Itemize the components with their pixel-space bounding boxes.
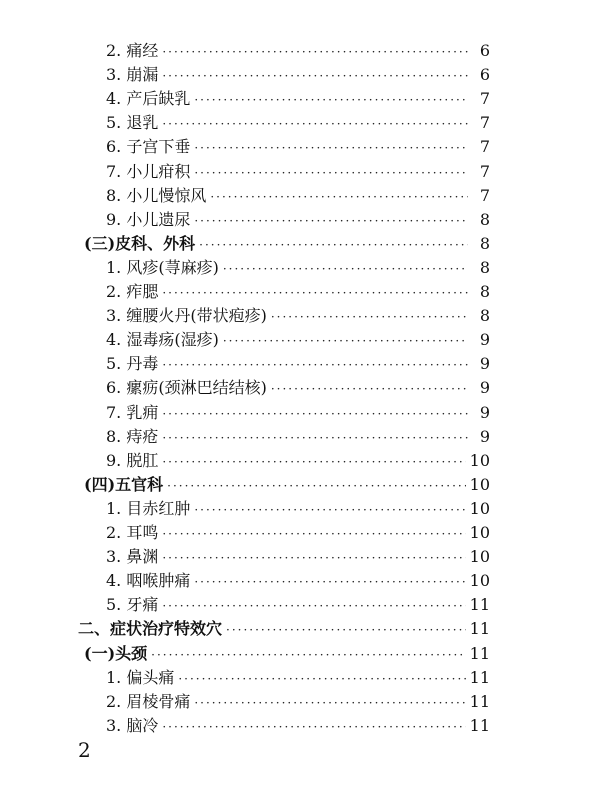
toc-entry-label: 3. 脑冷 bbox=[106, 715, 159, 735]
dot-leader bbox=[162, 547, 465, 569]
toc-entry-label: (一)头颈 bbox=[84, 643, 148, 663]
toc-entry-page: 9 bbox=[479, 426, 490, 446]
dot-leader bbox=[162, 113, 468, 135]
toc-entry-label: 2. 眉棱骨痛 bbox=[106, 691, 191, 711]
toc-entry bbox=[106, 691, 490, 713]
dot-leader bbox=[162, 451, 465, 473]
toc-entry bbox=[106, 329, 490, 351]
toc-entry bbox=[106, 136, 490, 158]
toc-entry-label: 4. 湿毒疡(湿疹) bbox=[106, 330, 219, 350]
toc-entry-label: 4. 产后缺乳 bbox=[106, 89, 191, 109]
toc-entry-page: 8 bbox=[479, 233, 490, 253]
toc-entry-page: 7 bbox=[479, 89, 490, 109]
toc-entry-page: 8 bbox=[479, 209, 490, 229]
toc-entry-page: 8 bbox=[479, 306, 490, 326]
toc-entry-label: 6. 子宫下垂 bbox=[106, 137, 191, 157]
toc-entry-label: 1. 目赤红肿 bbox=[106, 498, 191, 518]
toc-entry-page: 11 bbox=[469, 715, 490, 735]
dot-leader bbox=[162, 716, 465, 738]
toc-entry-page: 7 bbox=[479, 137, 490, 157]
toc-entry-label: 2. 耳鸣 bbox=[106, 523, 159, 542]
dot-leader bbox=[194, 571, 465, 593]
dot-leader bbox=[223, 330, 468, 352]
toc-entry-label: 9. 小儿遗尿 bbox=[106, 209, 191, 229]
page-number: 2 bbox=[78, 738, 91, 762]
dot-leader bbox=[151, 644, 465, 666]
toc-entry bbox=[106, 40, 490, 62]
toc-entry bbox=[106, 281, 490, 303]
toc-entry bbox=[106, 594, 490, 616]
toc-entry bbox=[106, 402, 490, 424]
toc-entry-page: 11 bbox=[469, 595, 490, 615]
toc-entry-label: 1. 风疹(荨麻疹) bbox=[106, 257, 219, 277]
toc-entry bbox=[106, 570, 490, 592]
toc-subsection-heading bbox=[84, 643, 490, 665]
dot-leader bbox=[194, 162, 468, 184]
toc-entry-label: 8. 小儿慢惊风 bbox=[106, 185, 207, 205]
toc-entry bbox=[106, 64, 490, 86]
toc-entry-label: 6. 瘰疬(颈淋巴结结核) bbox=[106, 378, 267, 398]
toc-entry-page: 10 bbox=[469, 523, 490, 542]
dot-leader bbox=[194, 499, 465, 521]
toc-subsection-heading bbox=[84, 233, 490, 255]
toc-entry bbox=[106, 426, 490, 448]
toc-entry bbox=[106, 161, 490, 183]
toc-entry-page: 10 bbox=[469, 474, 490, 494]
toc-entry-page: 11 bbox=[469, 691, 490, 711]
toc-entry bbox=[106, 498, 490, 520]
toc-entry bbox=[106, 450, 490, 472]
toc-entry-page: 9 bbox=[479, 354, 490, 374]
toc-entry bbox=[106, 112, 490, 134]
toc-entry-page: 11 bbox=[469, 643, 490, 663]
dot-leader bbox=[194, 89, 468, 111]
toc-entry-label: 3. 崩漏 bbox=[106, 65, 159, 85]
toc-entry-label: 4. 咽喉肿痛 bbox=[106, 571, 191, 591]
toc-entry-label: 1. 偏头痛 bbox=[106, 667, 175, 687]
toc-entry-page: 8 bbox=[479, 257, 490, 277]
toc-entry-label: 5. 牙痛 bbox=[106, 595, 159, 615]
toc-entry-page: 7 bbox=[479, 161, 490, 181]
toc-entry-label: 7. 乳痈 bbox=[106, 402, 159, 422]
toc-entry-label: (三)皮科、外科 bbox=[84, 233, 196, 253]
toc-entry-page: 9 bbox=[479, 378, 490, 398]
toc-entry bbox=[106, 377, 490, 399]
dot-leader bbox=[162, 427, 468, 449]
toc-entry-label: 3. 鼻渊 bbox=[106, 547, 159, 567]
toc-entry-page: 10 bbox=[469, 547, 490, 567]
toc-entry-label: 7. 小儿疳积 bbox=[106, 161, 191, 181]
toc-entry-label: 2. 痄腮 bbox=[106, 282, 159, 301]
toc-entry-label: 8. 痔疮 bbox=[106, 426, 159, 446]
dot-leader bbox=[178, 668, 465, 690]
toc-entry bbox=[106, 305, 490, 327]
toc-entry-page: 9 bbox=[479, 330, 490, 350]
dot-leader bbox=[167, 475, 465, 497]
toc-entry-label: (四)五官科 bbox=[84, 474, 164, 494]
dot-leader bbox=[162, 403, 468, 425]
dot-leader bbox=[226, 619, 466, 641]
toc-entry-page: 10 bbox=[469, 571, 490, 591]
toc-entry-page: 9 bbox=[479, 402, 490, 422]
toc-entry-label: 9. 脱肛 bbox=[106, 450, 159, 470]
toc-entry bbox=[106, 353, 490, 375]
dot-leader bbox=[194, 137, 468, 159]
toc-entry-page: 7 bbox=[479, 185, 490, 205]
dot-leader bbox=[162, 65, 468, 87]
toc-entry-label: 5. 退乳 bbox=[106, 113, 159, 133]
toc-entry-page: 11 bbox=[469, 619, 490, 639]
toc-entry-page: 10 bbox=[469, 498, 490, 518]
toc-entry-page: 7 bbox=[479, 113, 490, 133]
dot-leader bbox=[271, 378, 468, 400]
toc-entry bbox=[106, 209, 490, 231]
toc-entry bbox=[106, 185, 490, 207]
toc-entry-label: 3. 缠腰火丹(带状疱疹) bbox=[106, 306, 267, 326]
toc-entry bbox=[106, 667, 490, 689]
toc-entry bbox=[106, 257, 490, 279]
dot-leader bbox=[210, 186, 468, 208]
dot-leader bbox=[194, 210, 468, 232]
toc-entry bbox=[106, 715, 490, 737]
toc-entry-page: 6 bbox=[479, 65, 490, 85]
toc-entry-label: 5. 丹毒 bbox=[106, 354, 159, 374]
dot-leader bbox=[223, 258, 468, 280]
toc-entry-label: 2. 痛经 bbox=[106, 41, 159, 60]
dot-leader bbox=[162, 282, 468, 304]
toc-entry-page: 10 bbox=[469, 450, 490, 470]
toc-entry-page: 6 bbox=[479, 41, 490, 60]
dot-leader bbox=[199, 234, 468, 256]
toc-entry-page: 8 bbox=[479, 282, 490, 301]
dot-leader bbox=[162, 595, 465, 617]
toc-subsection-heading bbox=[84, 474, 490, 496]
toc-entry bbox=[106, 546, 490, 568]
dot-leader bbox=[162, 354, 468, 376]
dot-leader bbox=[194, 692, 465, 714]
dot-leader bbox=[271, 306, 468, 328]
dot-leader bbox=[162, 523, 465, 545]
toc-entry bbox=[106, 88, 490, 110]
toc-section-heading bbox=[78, 618, 490, 640]
toc-entry bbox=[106, 522, 490, 544]
toc-entry-label: 二、症状治疗特效穴 bbox=[78, 619, 223, 639]
toc-entry-page: 11 bbox=[469, 667, 490, 687]
dot-leader bbox=[162, 41, 468, 63]
